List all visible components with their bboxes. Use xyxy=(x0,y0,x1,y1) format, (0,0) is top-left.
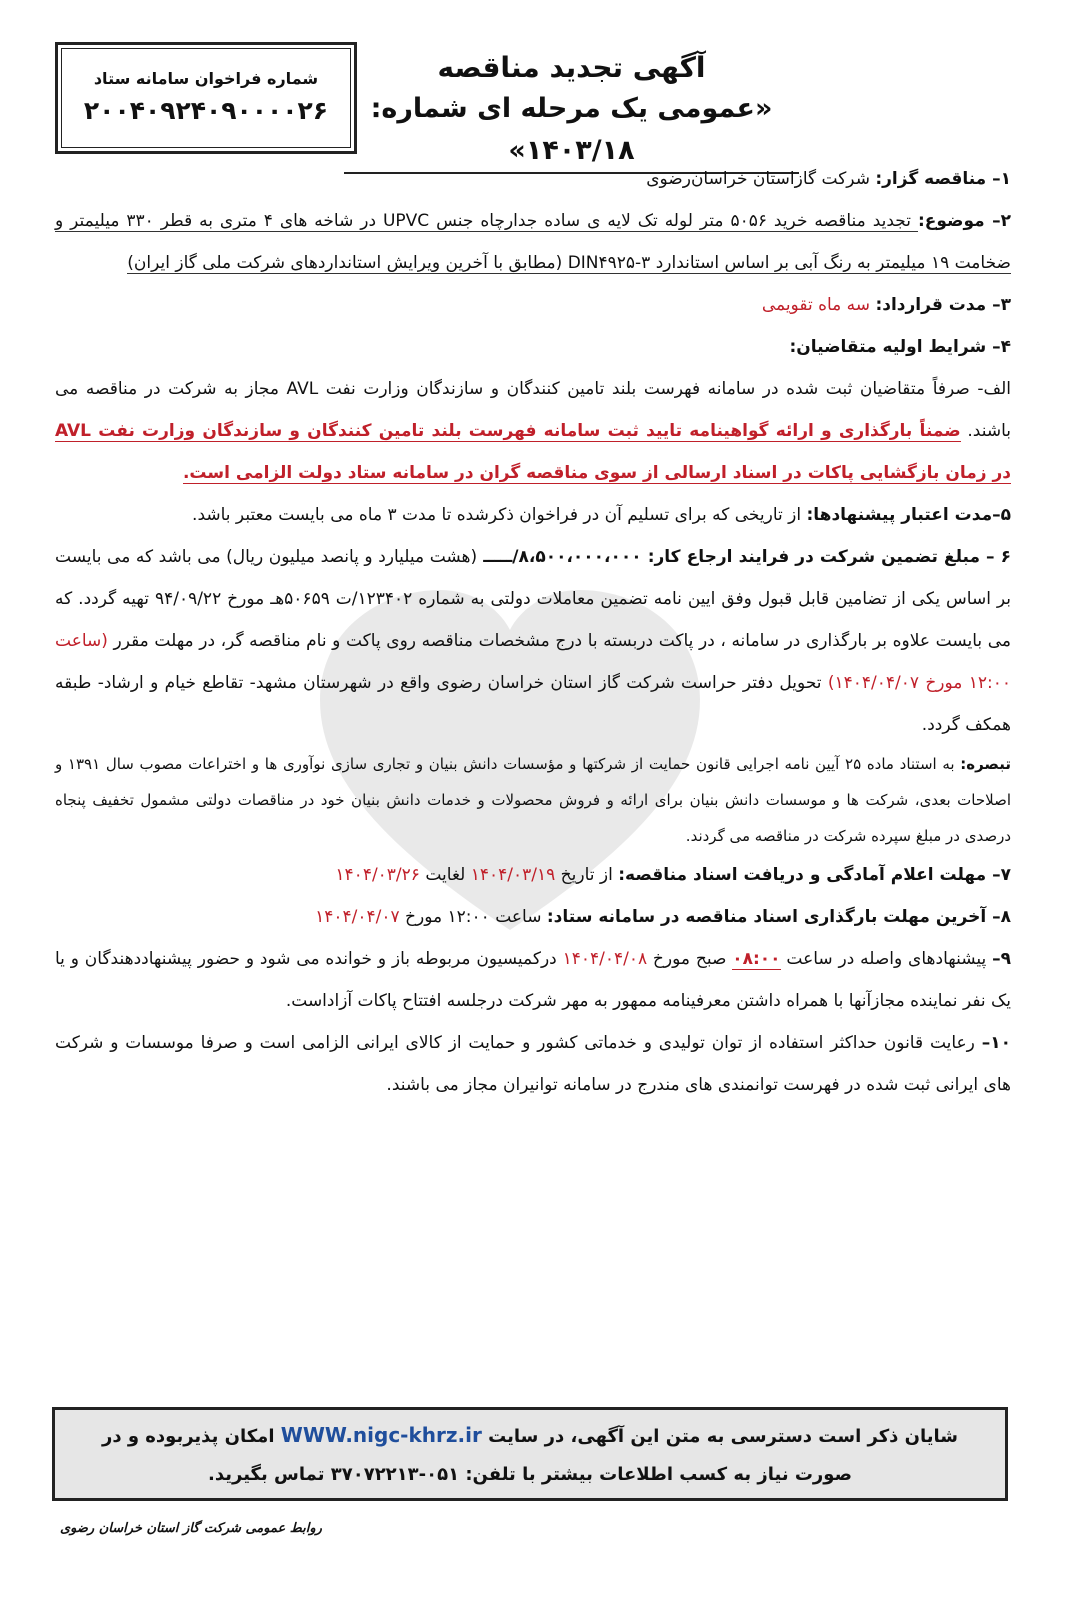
section-6-text: (هشت میلیارد و پانصد میلیون ریال) می باشد که می بایست بر اساس یکی از تضامین قابل قبول وفق ایین نامه تضمین معاملات دولتی به شماره ۱۲۳۴۰۲/ت ۵۰۶۵۹هـ مورخ ۹۴/۰۹/۲۲ تهیه گردد. که می بایست علاوه بر بارگذاری در سامانه ، در پاکت دربسته با درج مشخصات مناقصه روی پاکت و نام مناقصه گر، در مهلت مقرر xyxy=(55,547,1011,651)
note-label: تبصره: xyxy=(960,755,1011,773)
section-7-label: ۷– مهلت اعلام آمادگی و دریافت اسناد مناقصه: xyxy=(618,865,1011,885)
section-9-text-1: پیشنهادهای واصله در ساعت xyxy=(780,949,993,969)
section-8-label: ۸– آخرین مهلت بارگذاری اسناد مناقصه در سامانه ستاد: xyxy=(546,907,1011,927)
section-7-to-text: لغایت xyxy=(419,865,471,885)
notice-subtitle: «عمومی یک مرحله ای شماره: ۱۴۰۳/۱۸» xyxy=(344,88,799,174)
section-6-text-end: تحویل دفتر حراست شرکت گاز استان خراسان رضوی واقع در شهرستان مشهد- تقاطع خیام و ارشاد- طبقه همکف گردد. xyxy=(55,673,1011,735)
section-subject xyxy=(55,200,1011,284)
section-4-required-note: ضمناً بارگذاری و ارائه گواهینامه تایید ثبت سامانه فهرست بلند تامین کنندگان و سازندگان وزارت نفت AVL در زمان بازگشایی پاکات در اسناد ارسالی از سوی مناقصه گران در سامانه ستاد دولت الزامی است. xyxy=(55,421,1011,483)
tender-call-number-label: شماره فراخوان سامانه ستاد xyxy=(93,69,319,88)
section-document-period xyxy=(55,854,1011,896)
section-4-body xyxy=(55,368,1011,494)
tender-call-number: ۲۰۰۴۰۹۲۴۰۹۰۰۰۰۲۶ xyxy=(83,96,329,125)
notice-header xyxy=(55,42,1014,166)
section-6-label: ۶ – مبلغ تضمین شرکت در فرایند ارجاع کار: xyxy=(647,547,1012,567)
section-initial-conditions xyxy=(55,326,1011,368)
section-2-label: ۲– موضوع: xyxy=(917,211,1011,231)
guarantee-amount: ۸،۵۰۰،۰۰۰،۰۰۰/ـــــ xyxy=(477,547,648,567)
section-bid-opening xyxy=(55,938,1011,1022)
section-9-time: ۰۸:۰۰ xyxy=(732,949,781,969)
section-8-date: ۱۴۰۴/۰۴/۰۷ xyxy=(315,907,400,927)
section-1-label: ۱– مناقصه گزار: xyxy=(875,169,1011,189)
delivery-deadline: (ساعت ۱۲:۰۰ مورخ ۱۴۰۴/۰۴/۰۷) xyxy=(55,631,1011,693)
title-block xyxy=(344,48,799,174)
section-9-text-2: صبح مورخ xyxy=(647,949,733,969)
section-guarantee-amount xyxy=(55,536,1011,746)
section-bid-validity xyxy=(55,494,1011,536)
notice-body xyxy=(55,158,1011,1106)
section-4-text: الف- صرفاً متقاضیان ثبت شده در سامانه فهرست بلند تامین کنندگان و سازندگان وزارت نفت AVL مجاز به شرکت در مناقصه می باشند. xyxy=(55,379,1012,441)
section-tender-organizer xyxy=(55,158,1011,200)
section-9-text-3: درکمیسیون مربوطه باز و خوانده می شود و حضور پیشنهاددهندگان و یا یک نفر نماینده مجازآنها با همراه داشتن معرفینامه ممهور به مهر شرکت درجلسه افتتاح پاکات آزاداست. xyxy=(55,949,1011,1011)
footer-text-2: امکان پذیربوده و در xyxy=(101,1426,281,1447)
section-7-from-text: از تاریخ xyxy=(555,865,619,885)
footer-line-1 xyxy=(55,1416,1005,1456)
website-link[interactable]: WWW.nigc-khrz.ir xyxy=(280,1423,482,1447)
section-5-text: از تاریخی که برای تسلیم آن در فراخوان ذکرشده تا مدت ۳ ماه می بایست معتبر باشد. xyxy=(192,505,807,525)
tender-call-number-box xyxy=(55,42,357,154)
section-5-label: ۵–مدت اعتبار پیشنهادها: xyxy=(806,505,1011,525)
notice-title: آگهی تجدید مناقصه xyxy=(437,51,706,84)
contact-info-box xyxy=(52,1407,1008,1501)
footer-line-2: صورت نیاز به کسب اطلاعات بیشتر با تلفن: ۰۵۱-۳۷۰۷۲۲۱۳ تماس بگیرید. xyxy=(208,1464,852,1485)
section-domestic-production xyxy=(55,1022,1011,1106)
section-10-label: ۱۰– xyxy=(981,1033,1011,1053)
section-3-label: ۳– مدت قرارداد: xyxy=(875,295,1011,315)
section-upload-deadline xyxy=(55,896,1011,938)
section-10-text: رعایت قانون حداکثر استفاده از توان تولیدی و خدماتی کشور و حمایت از کالای ایرانی الزامی است و صرفا موسسات و شرکت های ایرانی ثبت شده در فهرست توانمندی های مندرج در سامانه توانیران مجاز می باشند. xyxy=(55,1033,1011,1095)
section-4-label: ۴– شرایط اولیه متقاضیان: xyxy=(789,337,1011,357)
section-7-to-date: ۱۴۰۴/۰۳/۲۶ xyxy=(335,865,420,885)
section-1-text: شرکت گازاستان خراسان‌رضوی xyxy=(646,169,876,189)
section-9-label: ۹– xyxy=(992,949,1011,969)
footer-text-1: شایان ذکر است دسترسی به متن این آگهی، در سایت xyxy=(481,1426,959,1447)
section-2-text: تجدید مناقصه خرید ۵۰۵۶ متر لوله تک لایه ی ساده جدارچاه جنس UPVC در شاخه های ۴ متری به قطر ۳۳۰ میلیمتر و ضخامت ۱۹ میلیمتر به رنگ آبی بر اساس استاندارد DIN۴۹۲۵-۳ (مطابق با آخرین ویرایش استانداردهای شرکت ملی گاز ایران) xyxy=(55,211,1011,273)
section-contract-duration xyxy=(55,284,1011,326)
note-text: به استناد ماده ۲۵ آیین نامه اجرایی قانون حمایت از شرکتها و مؤسسات دانش بنیان و تجاری سازی نوآوری ها و اختراعات مصوب سال ۱۳۹۱ و اصلاحات بعدی، شرکت ها و موسسات دانش بنیان برای ارائه و فروش محصولات و خدمات دانش بنیان خود در مناقصات دولتی مشمول تخفیف پنجاه درصدی در مبلغ سپرده شرکت در مناقصه می گردند. xyxy=(55,755,1011,845)
section-8-time-text: ساعت ۱۲:۰۰ مورخ xyxy=(399,907,547,927)
section-7-from-date: ۱۴۰۴/۰۳/۱۹ xyxy=(470,865,556,885)
public-relations-credit: روابط عمومی شرکت گاز استان خراسان رضوی xyxy=(60,1521,322,1536)
section-note xyxy=(55,746,1011,854)
section-3-value: سه ماه تقویمی xyxy=(761,295,876,315)
section-9-date: ۱۴۰۴/۰۴/۰۸ xyxy=(562,949,648,969)
